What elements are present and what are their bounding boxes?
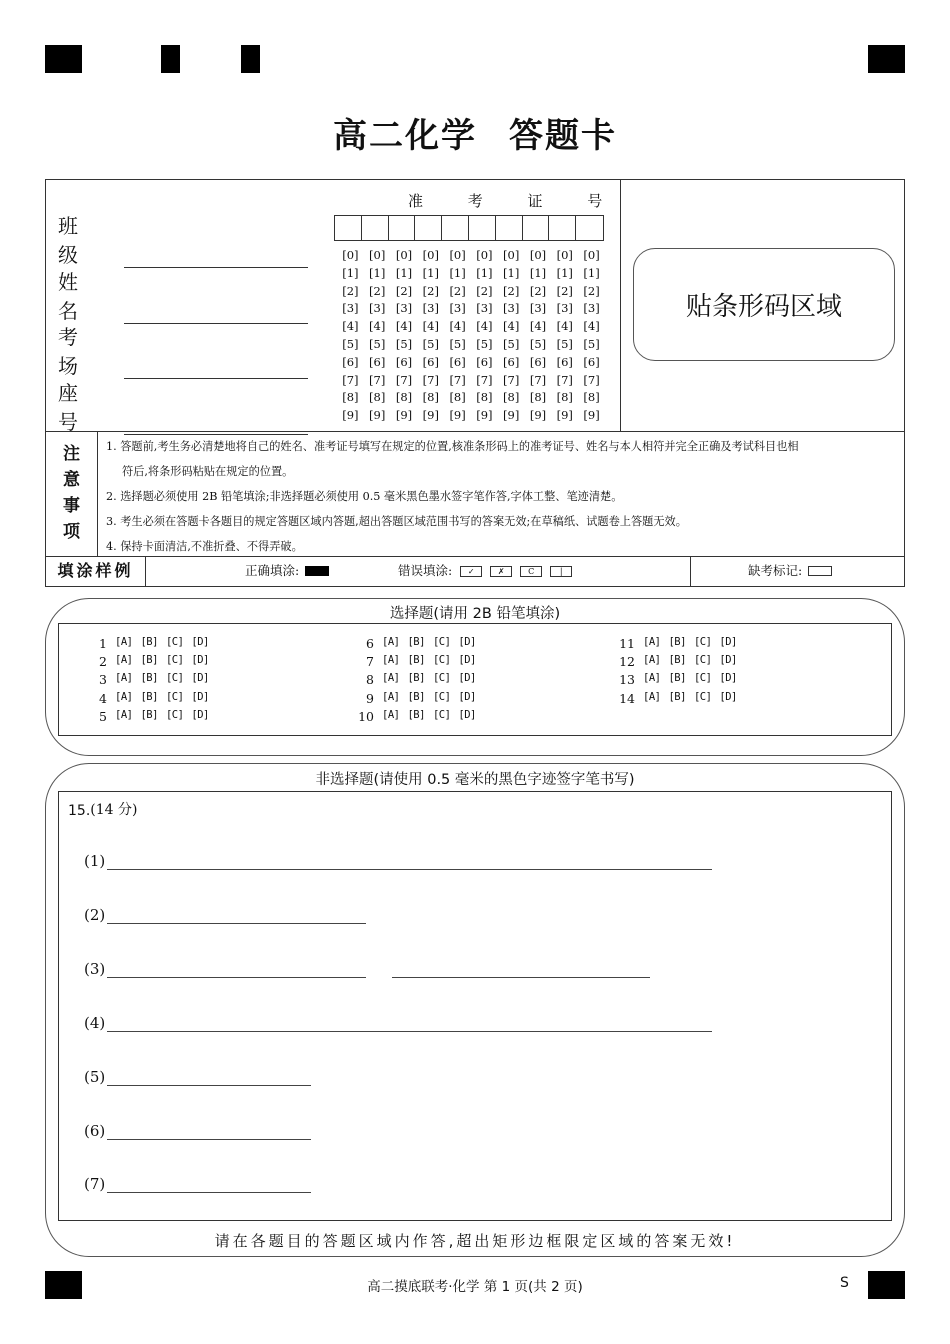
class-field[interactable]: 班 级: [58, 210, 308, 268]
option-bubble[interactable]: [D]: [191, 636, 209, 648]
option-bubble[interactable]: [A]: [382, 708, 400, 721]
question-number: 3: [99, 672, 107, 688]
digit-bubble[interactable]: [0]: [529, 248, 547, 262]
digit-bubble[interactable]: [9]: [583, 408, 600, 423]
digit-bubble[interactable]: [0]: [369, 248, 386, 262]
digit-bubble[interactable]: [7]: [476, 372, 493, 387]
registration-mark: [161, 45, 180, 73]
filled-box-icon: [305, 566, 329, 576]
option-bubble[interactable]: [D]: [719, 672, 737, 685]
choice-question: [354, 672, 484, 687]
digit-bubble[interactable]: [0]: [422, 248, 439, 262]
digit-bubble[interactable]: [1]: [583, 265, 600, 280]
exam-id-box[interactable]: [389, 216, 416, 240]
digit-bubble[interactable]: [5]: [342, 336, 359, 351]
digit-bubble[interactable]: [4]: [503, 319, 520, 334]
choice-question: [87, 672, 217, 687]
footer-code: S: [840, 1275, 849, 1291]
answer-area-warning: 请在各题目的答题区域内作答,超出矩形边框限定区域的答案无效!: [214, 1232, 736, 1250]
option-bubble[interactable]: [D]: [191, 708, 209, 721]
option-bubble[interactable]: [A]: [382, 690, 400, 703]
digit-bubble[interactable]: [7]: [556, 372, 573, 387]
option-bubble[interactable]: [C]: [165, 672, 184, 685]
digit-bubble[interactable]: [6]: [342, 354, 359, 369]
question-15-header: 15. (14 分): [68, 802, 138, 819]
option-bubble[interactable]: [A]: [115, 636, 133, 648]
name-field[interactable]: 姓 名: [58, 266, 308, 324]
page-footer: 高二摸底联考·化学 第 1 页(共 2 页): [367, 1279, 583, 1295]
option-bubble[interactable]: [A]: [643, 672, 661, 685]
option-bubble[interactable]: [B]: [668, 672, 686, 685]
choice-question: [354, 636, 484, 651]
digit-bubble[interactable]: [3]: [449, 301, 466, 316]
question-number: 11: [619, 636, 635, 651]
digit-bubble[interactable]: [8]: [476, 390, 493, 405]
option-bubble[interactable]: [C]: [693, 636, 712, 648]
exam-id-box[interactable]: [576, 216, 603, 240]
option-bubble[interactable]: [B]: [140, 708, 158, 721]
check-mark-icon: ✓: [460, 566, 482, 577]
option-bubble[interactable]: [B]: [140, 672, 158, 685]
digit-bubble[interactable]: [3]: [583, 301, 600, 316]
option-bubble[interactable]: [D]: [458, 672, 476, 685]
option-bubble[interactable]: [B]: [407, 672, 425, 685]
fill-example-row: [46, 556, 904, 586]
option-bubble[interactable]: [D]: [191, 690, 209, 703]
digit-bubble[interactable]: [8]: [395, 390, 413, 405]
digit-bubble[interactable]: [7]: [583, 372, 600, 387]
note-item: 4. 保持卡面清洁,不准折叠、不得弄破。: [106, 540, 303, 553]
option-bubble[interactable]: [A]: [643, 690, 661, 703]
option-bubble[interactable]: [C]: [693, 654, 712, 667]
answer-part-6[interactable]: (6): [84, 1122, 311, 1140]
digit-bubble[interactable]: [3]: [369, 301, 386, 316]
digit-bubble[interactable]: [1]: [449, 265, 466, 280]
option-bubble[interactable]: [B]: [140, 654, 158, 667]
digit-bubble[interactable]: [0]: [583, 248, 600, 262]
digit-bubble[interactable]: [0]: [342, 248, 359, 262]
answer-part-7[interactable]: (7): [84, 1175, 311, 1193]
option-bubble[interactable]: [C]: [432, 654, 451, 667]
choice-question: [615, 672, 745, 687]
option-bubble[interactable]: [B]: [407, 636, 425, 648]
digit-bubble[interactable]: [5]: [369, 336, 386, 351]
question-number: 13: [619, 672, 635, 688]
exam-id-box[interactable]: [469, 216, 496, 240]
digit-bubble[interactable]: [8]: [503, 390, 520, 405]
digit-bubble[interactable]: [1]: [395, 265, 413, 280]
choice-question: [87, 709, 217, 724]
question-number: 5: [99, 708, 107, 724]
digit-bubble[interactable]: [6]: [395, 354, 413, 369]
digit-bubble[interactable]: [6]: [422, 354, 439, 369]
option-bubble[interactable]: [D]: [458, 690, 476, 703]
digit-bubble[interactable]: [8]: [369, 390, 386, 405]
question-number: 12: [619, 654, 635, 670]
exam-id-label: 准 考 证 号: [408, 192, 623, 210]
digit-bubble[interactable]: [2]: [395, 283, 413, 298]
digit-bubble[interactable]: [7]: [395, 372, 413, 387]
cross-mark-icon: ✗: [490, 566, 512, 577]
digit-bubble[interactable]: [1]: [476, 265, 493, 280]
option-bubble[interactable]: [A]: [382, 654, 400, 667]
answer-part-5[interactable]: (5): [84, 1068, 311, 1086]
question-number: 10: [358, 708, 374, 724]
exam-id-box[interactable]: [523, 216, 550, 240]
absent-mark[interactable]: 缺考标记:: [748, 556, 832, 586]
option-bubble[interactable]: [D]: [458, 654, 476, 667]
digit-bubble[interactable]: [3]: [529, 301, 547, 316]
option-bubble[interactable]: [B]: [407, 654, 425, 667]
digit-bubble[interactable]: [4]: [583, 319, 600, 334]
digit-bubble[interactable]: [1]: [529, 265, 547, 280]
exam-id-box[interactable]: [362, 216, 389, 240]
option-bubble[interactable]: [D]: [191, 654, 209, 667]
option-bubble[interactable]: [C]: [432, 690, 451, 703]
title-card: 答题卡: [509, 116, 617, 156]
digit-bubble[interactable]: [7]: [529, 372, 547, 387]
option-bubble[interactable]: [C]: [165, 708, 184, 721]
digit-bubble[interactable]: [3]: [503, 301, 520, 316]
digit-bubble[interactable]: [4]: [369, 319, 386, 334]
header-box: [45, 179, 905, 587]
registration-mark: [241, 45, 260, 73]
digit-bubble[interactable]: [2]: [503, 283, 520, 298]
choice-question: [615, 654, 745, 669]
digit-bubble[interactable]: [3]: [342, 301, 359, 316]
digit-bubble[interactable]: [9]: [449, 408, 466, 423]
answer-part-2[interactable]: (2): [84, 906, 366, 924]
digit-bubble[interactable]: [0]: [503, 248, 520, 262]
wrong-fill-example: 错误填涂: ✓ ✗ C |: [398, 556, 572, 586]
digit-bubble[interactable]: [2]: [529, 283, 547, 298]
choice-question: [354, 709, 484, 724]
digit-bubble[interactable]: [8]: [583, 390, 600, 405]
option-bubble[interactable]: [C]: [693, 672, 712, 685]
question-number: 4: [99, 690, 107, 706]
digit-bubble[interactable]: [8]: [556, 390, 573, 405]
digit-bubble[interactable]: [0]: [476, 248, 493, 262]
option-bubble[interactable]: [D]: [458, 708, 476, 721]
option-bubble[interactable]: [D]: [719, 654, 737, 667]
exam-room-field[interactable]: 考 场: [58, 321, 308, 379]
option-bubble[interactable]: [A]: [115, 672, 133, 685]
choice-title: 选择题(请用 2B 铅笔填涂): [389, 606, 561, 622]
note-item: 3. 考生必须在答题卡各题目的规定答题区域内答题,超出答题区域范围书写的答案无效;在草稿纸、试题卷上答题无效。: [106, 515, 687, 528]
question-number: 2: [99, 654, 107, 670]
digit-bubble[interactable]: [6]: [449, 354, 466, 369]
digit-bubble[interactable]: [6]: [583, 354, 600, 369]
digit-bubble[interactable]: [1]: [342, 265, 359, 280]
option-bubble[interactable]: [C]: [432, 636, 451, 648]
digit-bubble[interactable]: [2]: [556, 283, 573, 298]
notes-label: 注 意 事 项: [46, 432, 98, 556]
option-bubble[interactable]: [A]: [382, 636, 400, 648]
digit-bubble[interactable]: [2]: [342, 283, 359, 298]
digit-bubble[interactable]: [9]: [503, 408, 520, 423]
digit-bubble[interactable]: [1]: [503, 265, 520, 280]
option-bubble[interactable]: [D]: [458, 636, 476, 648]
digit-bubble[interactable]: [8]: [342, 390, 359, 405]
digit-bubble[interactable]: [5]: [556, 336, 573, 351]
digit-bubble[interactable]: [3]: [476, 301, 493, 316]
option-bubble[interactable]: [A]: [382, 672, 400, 685]
choice-question: [87, 654, 217, 669]
digit-bubble[interactable]: [5]: [503, 336, 520, 351]
circle-mark-icon: C: [520, 566, 542, 577]
answer-part-1[interactable]: (1): [84, 852, 712, 870]
option-bubble[interactable]: [C]: [165, 690, 184, 703]
exam-id-box[interactable]: [496, 216, 523, 240]
digit-bubble[interactable]: [9]: [529, 408, 547, 423]
digit-bubble[interactable]: [4]: [395, 319, 413, 334]
answer-part-3[interactable]: (3): [84, 960, 650, 978]
digit-bubble[interactable]: [3]: [556, 301, 573, 316]
fill-example-label: 填涂样例: [46, 556, 146, 586]
question-number: 7: [366, 654, 374, 670]
choice-question: [615, 691, 745, 706]
digit-bubble[interactable]: [9]: [556, 408, 573, 423]
exam-id-box[interactable]: [415, 216, 442, 240]
digit-bubble[interactable]: [5]: [449, 336, 466, 351]
digit-bubble[interactable]: [7]: [449, 372, 466, 387]
question-number: 8: [366, 672, 374, 688]
registration-mark: [868, 45, 905, 73]
option-bubble[interactable]: [D]: [719, 636, 737, 648]
digit-bubble[interactable]: [7]: [422, 372, 439, 387]
digit-bubble[interactable]: [9]: [476, 408, 493, 423]
digit-bubble[interactable]: [5]: [422, 336, 439, 351]
digit-bubble[interactable]: [1]: [556, 265, 573, 280]
digit-bubble[interactable]: [2]: [422, 283, 439, 298]
answer-part-4[interactable]: (4): [84, 1014, 712, 1032]
exam-id-box[interactable]: [335, 216, 362, 240]
digit-bubble[interactable]: [5]: [583, 336, 600, 351]
note-item: 符后,将条形码粘贴在规定的位置。: [122, 465, 294, 478]
option-bubble[interactable]: [A]: [115, 654, 133, 667]
option-bubble[interactable]: [B]: [140, 636, 158, 648]
option-bubble[interactable]: [B]: [668, 654, 686, 667]
option-bubble[interactable]: [B]: [407, 690, 425, 703]
option-bubble[interactable]: [C]: [165, 654, 184, 667]
absent-box-icon: [808, 566, 832, 576]
option-bubble[interactable]: [C]: [432, 672, 451, 685]
digit-bubble[interactable]: [2]: [449, 283, 466, 298]
choice-question: [87, 691, 217, 706]
digit-bubble[interactable]: [2]: [476, 283, 493, 298]
option-bubble[interactable]: [A]: [643, 636, 661, 648]
option-bubble[interactable]: [C]: [165, 636, 184, 648]
digit-bubble[interactable]: [1]: [422, 265, 439, 280]
choice-question: [87, 636, 217, 651]
digit-bubble[interactable]: [5]: [529, 336, 547, 351]
digit-bubble[interactable]: [7]: [369, 372, 386, 387]
digit-bubble[interactable]: [6]: [503, 354, 520, 369]
digit-bubble[interactable]: [6]: [476, 354, 493, 369]
digit-bubble[interactable]: [4]: [422, 319, 439, 334]
notes-list: [106, 434, 898, 559]
option-bubble[interactable]: [C]: [693, 690, 712, 703]
digit-bubble[interactable]: [2]: [583, 283, 600, 298]
digit-bubble[interactable]: [6]: [369, 354, 386, 369]
digit-bubble[interactable]: [3]: [395, 301, 413, 316]
exam-id-box[interactable]: [442, 216, 469, 240]
option-bubble[interactable]: [B]: [407, 708, 425, 721]
digit-bubble[interactable]: [8]: [449, 390, 466, 405]
digit-bubble[interactable]: [0]: [556, 248, 573, 262]
choice-question: [615, 636, 745, 651]
digit-bubble[interactable]: [0]: [395, 248, 413, 262]
option-bubble[interactable]: [D]: [719, 690, 737, 703]
seat-field[interactable]: 座 号: [58, 377, 308, 435]
exam-id-box[interactable]: [549, 216, 576, 240]
option-bubble[interactable]: [C]: [432, 708, 451, 721]
exam-id-boxes[interactable]: [334, 215, 604, 241]
choice-answer-box: [58, 623, 892, 736]
option-bubble[interactable]: [D]: [191, 672, 209, 685]
title-subject: 高二化学: [333, 116, 477, 156]
line-mark-icon: |: [550, 566, 572, 577]
digit-bubble[interactable]: [4]: [342, 319, 359, 334]
option-bubble[interactable]: [A]: [115, 708, 133, 721]
digit-bubble[interactable]: [7]: [342, 372, 359, 387]
digit-bubble[interactable]: [9]: [395, 408, 413, 423]
digit-bubble[interactable]: [6]: [529, 354, 547, 369]
digit-bubble[interactable]: [9]: [422, 408, 439, 423]
registration-mark: [45, 45, 82, 73]
question-number: 9: [366, 690, 374, 706]
choice-question: [354, 691, 484, 706]
digit-bubble[interactable]: [2]: [369, 283, 386, 298]
digit-bubble[interactable]: [3]: [422, 301, 439, 316]
digit-bubble[interactable]: [4]: [556, 319, 573, 334]
digit-bubble[interactable]: [8]: [422, 390, 439, 405]
digit-bubble[interactable]: [6]: [556, 354, 573, 369]
option-bubble[interactable]: [A]: [115, 690, 133, 703]
option-bubble[interactable]: [B]: [668, 636, 686, 648]
correct-fill-example: 正确填涂:: [245, 556, 329, 586]
option-bubble[interactable]: [B]: [140, 690, 158, 703]
digit-bubble[interactable]: [0]: [449, 248, 466, 262]
choice-question: [354, 654, 484, 669]
question-number: 1: [99, 636, 107, 651]
digit-bubble[interactable]: [4]: [449, 319, 466, 334]
digit-bubble[interactable]: [4]: [529, 319, 547, 334]
digit-bubble[interactable]: [1]: [369, 265, 386, 280]
exam-id-bubbles[interactable]: [337, 248, 605, 426]
digit-bubble[interactable]: [9]: [342, 408, 359, 423]
page-title: [0, 108, 950, 157]
barcode-area: 贴条形码区域: [633, 248, 895, 361]
question-number: 6: [366, 636, 374, 651]
digit-bubble[interactable]: [7]: [503, 372, 520, 387]
digit-bubble[interactable]: [5]: [395, 336, 413, 351]
digit-bubble[interactable]: [8]: [529, 390, 547, 405]
digit-bubble[interactable]: [9]: [369, 408, 386, 423]
option-bubble[interactable]: [B]: [668, 690, 686, 703]
digit-bubble[interactable]: [4]: [476, 319, 493, 334]
digit-bubble[interactable]: [5]: [476, 336, 493, 351]
nonchoice-title: 非选择题(请使用 0.5 毫米的黑色字迹签字笔书写): [315, 772, 635, 788]
note-item: 1. 答题前,考生务必清楚地将自己的姓名、准考证号填写在规定的位置,核准条形码上的准考证号、姓名与本人相符并完全正确及考试科目也相: [106, 440, 799, 453]
option-bubble[interactable]: [A]: [643, 654, 661, 667]
question-number: 14: [619, 690, 635, 706]
note-item: 2. 选择题必须使用 2B 铅笔填涂;非选择题必须使用 0.5 毫米黑色墨水签字笔作答,字体工整、笔迹清楚。: [106, 490, 623, 503]
